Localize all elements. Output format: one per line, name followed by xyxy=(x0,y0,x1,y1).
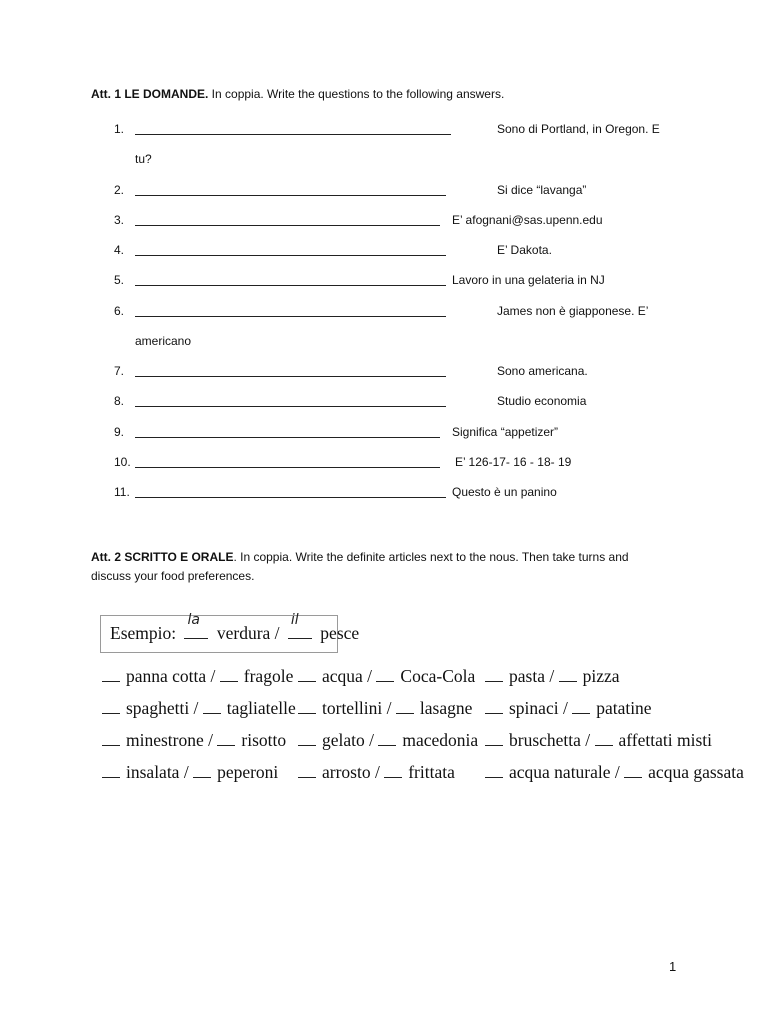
food-pair xyxy=(102,730,286,751)
food-word: Coca-Cola xyxy=(400,666,476,686)
food-pair xyxy=(485,762,744,783)
example-word-2: pesce xyxy=(320,623,360,643)
item-number: 11. xyxy=(114,485,130,499)
food-word: patatine xyxy=(596,698,652,718)
article-blank[interactable] xyxy=(485,669,503,682)
item-answer: E’ 126-17- 16 - 18- 19 xyxy=(455,455,572,469)
food-pair xyxy=(298,666,475,687)
article-blank[interactable] xyxy=(102,733,120,746)
article-blank[interactable] xyxy=(485,701,503,714)
article-blank[interactable] xyxy=(102,701,120,714)
item-answer: E’ afognani@sas.upenn.edu xyxy=(452,213,603,227)
item-number: 2. xyxy=(114,183,125,197)
food-word: minestrone / xyxy=(126,730,213,750)
article-blank[interactable] xyxy=(595,733,613,746)
food-word: bruschetta / xyxy=(509,730,591,750)
article-blank[interactable] xyxy=(572,701,590,714)
article-blank[interactable] xyxy=(485,733,503,746)
item-answer: Sono di Portland, in Oregon. E xyxy=(497,122,660,136)
food-word: fragole xyxy=(243,666,294,686)
example-blank-1 xyxy=(184,612,208,639)
article-blank[interactable] xyxy=(203,701,221,714)
food-pair xyxy=(102,666,293,687)
answer-line[interactable] xyxy=(135,427,440,438)
article-blank[interactable] xyxy=(102,765,120,778)
article-blank[interactable] xyxy=(376,669,394,682)
item-answer: Significa “appetizer” xyxy=(452,425,559,439)
food-word: acqua naturale / xyxy=(509,762,620,782)
answer-line[interactable] xyxy=(135,487,446,498)
article-blank[interactable] xyxy=(298,733,316,746)
food-word: frittata xyxy=(408,762,455,782)
item-answer-continued: tu? xyxy=(135,152,152,166)
answer-line[interactable] xyxy=(135,366,446,377)
food-word: pasta / xyxy=(509,666,555,686)
item-number: 1. xyxy=(114,122,125,136)
food-word: pizza xyxy=(582,666,620,686)
food-word: insalata / xyxy=(126,762,189,782)
item-answer: Lavoro in una gelateria in NJ xyxy=(452,273,605,287)
article-blank[interactable] xyxy=(298,701,316,714)
food-pair xyxy=(298,698,472,719)
att2-heading xyxy=(91,550,629,564)
answer-line[interactable] xyxy=(135,245,446,256)
article-blank[interactable] xyxy=(396,701,414,714)
item-answer: James non è giapponese. E’ xyxy=(497,304,649,318)
example-line xyxy=(110,612,360,644)
item-number: 7. xyxy=(114,364,125,378)
food-pair xyxy=(485,666,620,687)
food-word: affettati misti xyxy=(618,730,713,750)
food-word: gelato / xyxy=(322,730,374,750)
food-word: tortellini / xyxy=(322,698,392,718)
article-blank[interactable] xyxy=(559,669,577,682)
item-number: 3. xyxy=(114,213,125,227)
food-word: risotto xyxy=(241,730,287,750)
page-number: 1 xyxy=(669,959,677,974)
answer-line[interactable] xyxy=(135,457,440,468)
food-word: spinaci / xyxy=(509,698,568,718)
food-word: acqua / xyxy=(322,666,373,686)
item-answer: E’ Dakota. xyxy=(497,243,552,257)
article-blank[interactable] xyxy=(102,669,120,682)
food-word: spaghetti / xyxy=(126,698,199,718)
example-blank-2 xyxy=(288,612,312,639)
food-word: lasagne xyxy=(419,698,473,718)
answer-line[interactable] xyxy=(135,306,446,317)
item-number: 4. xyxy=(114,243,125,257)
answer-line[interactable] xyxy=(135,396,446,407)
handwritten-article-2: il xyxy=(290,612,299,628)
food-pair xyxy=(102,698,296,719)
item-answer: Questo è un panino xyxy=(452,485,557,499)
item-answer: Sono americana. xyxy=(497,364,588,378)
item-answer-continued: americano xyxy=(135,334,192,348)
food-pair xyxy=(298,762,455,783)
article-blank[interactable] xyxy=(298,669,316,682)
answer-line[interactable] xyxy=(135,275,446,286)
item-answer: Studio economia xyxy=(497,394,587,408)
att1-instructions: In coppia. Write the questions to the following answers. xyxy=(208,87,505,101)
item-number: 8. xyxy=(114,394,125,408)
article-blank[interactable] xyxy=(485,765,503,778)
article-blank[interactable] xyxy=(193,765,211,778)
food-word: panna cotta / xyxy=(126,666,216,686)
att2-label: Att. 2 SCRITTO E ORALE xyxy=(91,550,234,564)
food-word: macedonia xyxy=(402,730,479,750)
article-blank[interactable] xyxy=(298,765,316,778)
item-answer: Si dice “lavanga” xyxy=(497,183,587,197)
food-pair xyxy=(485,698,652,719)
item-number: 9. xyxy=(114,425,125,439)
att2-instructions-line2: discuss your food preferences. xyxy=(91,569,255,583)
article-blank[interactable] xyxy=(384,765,402,778)
article-blank[interactable] xyxy=(217,733,235,746)
att1-heading xyxy=(91,87,504,101)
att2-instructions: . In coppia. Write the definite articles next to the nous. Then take turns and xyxy=(233,550,629,564)
food-pair xyxy=(102,762,278,783)
answer-line[interactable] xyxy=(135,215,440,226)
article-blank[interactable] xyxy=(220,669,238,682)
food-pair xyxy=(485,730,712,751)
food-word: arrosto / xyxy=(322,762,380,782)
example-word-1: verdura / xyxy=(216,623,280,643)
article-blank[interactable] xyxy=(378,733,396,746)
food-word: acqua gassata xyxy=(648,762,744,782)
food-pair xyxy=(298,730,478,751)
answer-line[interactable] xyxy=(135,185,446,196)
att1-label: Att. 1 LE DOMANDE. xyxy=(91,87,209,101)
item-number: 6. xyxy=(114,304,125,318)
article-blank[interactable] xyxy=(624,765,642,778)
handwritten-article-1: la xyxy=(187,612,200,628)
item-number: 10. xyxy=(114,455,131,469)
food-word: peperoni xyxy=(217,762,279,782)
answer-line[interactable] xyxy=(135,124,451,135)
item-number: 5. xyxy=(114,273,125,287)
food-word: tagliatelle xyxy=(226,698,296,718)
example-prefix: Esempio: xyxy=(110,623,177,643)
